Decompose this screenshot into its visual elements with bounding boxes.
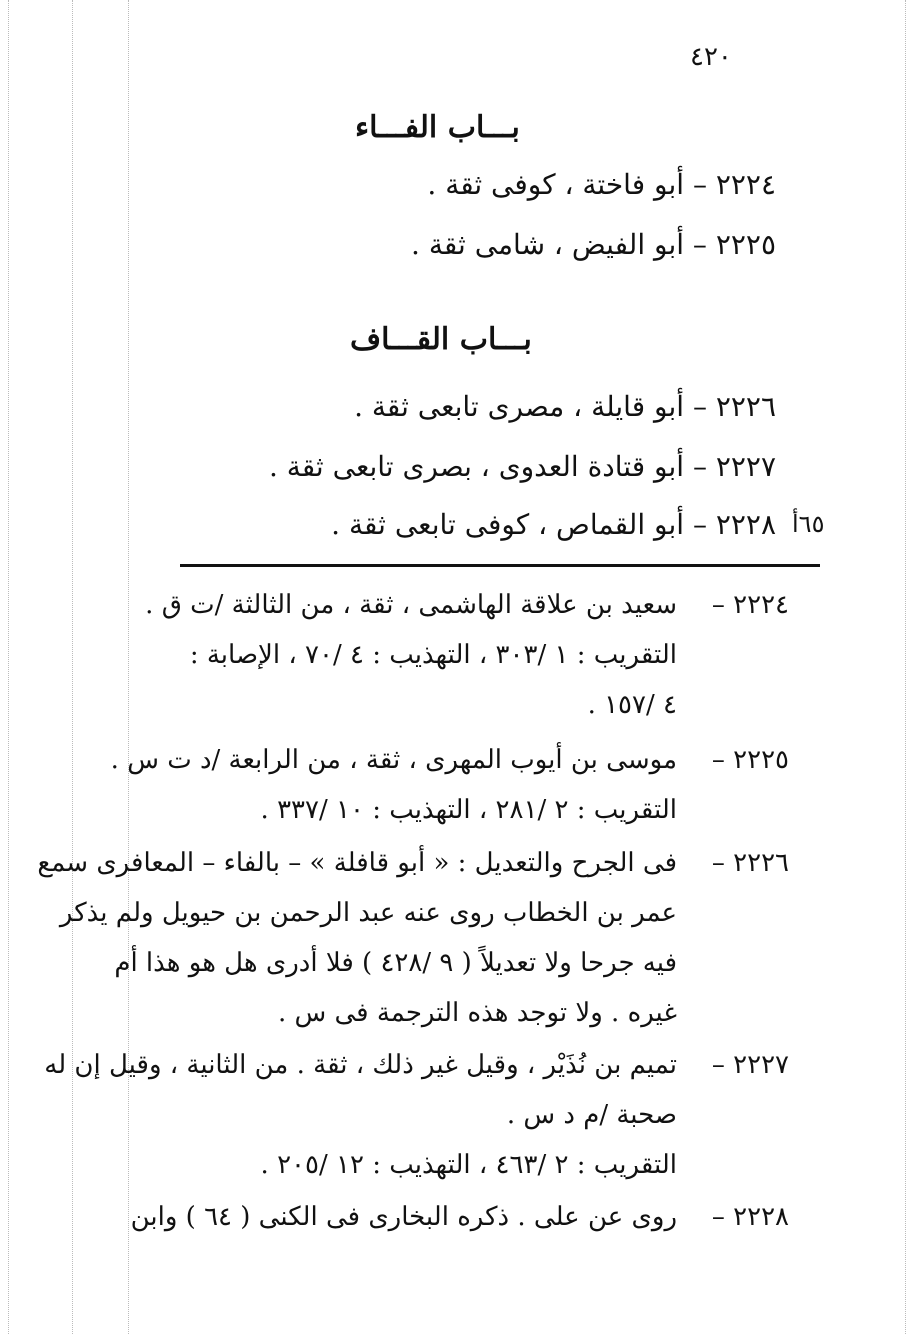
footnote-number: ٢٢٢٤ –: [711, 590, 789, 620]
footnote-line: تميم بن نُذَيْر ، وقيل غير ذلك ، ثقة . من الثانية ، وقيل إن له: [44, 1050, 677, 1080]
footnote-2228: [89, 1192, 789, 1242]
footnote-number: ٢٢٢٥ –: [711, 745, 789, 775]
page-number: ٤٢٠: [690, 42, 732, 72]
footnote-2225: [99, 735, 789, 835]
footnote-line: روى عن على . ذكره البخارى فى الكنى ( ٦٤ ) وابن: [130, 1202, 677, 1232]
footnote-number: ٢٢٢٨ –: [711, 1202, 789, 1232]
entry-2227: ٢٢٢٧ – أبو قتادة العدوى ، بصرى تابعى ثقة .: [268, 450, 776, 483]
entry-2224: ٢٢٢٤ – أبو فاختة ، كوفى ثقة .: [427, 168, 776, 201]
section-heading-fa: بـــاب الفـــاء: [355, 110, 520, 145]
footnote-2226: [37, 838, 789, 1038]
footnote-separator: [180, 564, 820, 567]
footnote-line: فيه جرحا ولا تعديلاً ( ٩ /٤٢٨ ) فلا أدرى هل هو هذا أم: [114, 948, 677, 978]
footnote-line: موسى بن أيوب المهرى ، ثقة ، من الرابعة /د ت س .: [110, 745, 677, 775]
footnote-2227: [44, 1040, 789, 1190]
footnote-line: صحبة /م د س .: [506, 1100, 677, 1130]
entry-2225: ٢٢٢٥ – أبو الفيض ، شامى ثقة .: [411, 228, 776, 261]
footnote-line: التقريب : ٢ /٤٦٣ ، التهذيب : ١٢ /٢٠٥ .: [260, 1150, 677, 1180]
entry-2228: ٢٢٢٨ – أبو القماص ، كوفى تابعى ثقة .: [331, 508, 776, 541]
footnote-line: فى الجرح والتعديل : « أبو قافلة » – بالفاء – المعافرى سمع: [37, 848, 677, 878]
footnote-2224: [99, 580, 789, 730]
footnote-line: سعيد بن علاقة الهاشمى ، ثقة ، من الثالثة /ت ق .: [145, 590, 677, 620]
footnote-line: غيره . ولا توجد هذه الترجمة فى س .: [277, 998, 677, 1028]
footnote-line: عمر بن الخطاب روى عنه عبد الرحمن بن حيويل ولم يذكر: [59, 898, 677, 928]
manuscript-folio-note: ٦٥أ: [792, 510, 825, 538]
footnote-number: ٢٢٢٦ –: [711, 848, 789, 878]
section-heading-qaf: بـــاب القـــاف: [350, 322, 532, 357]
footnote-number: ٢٢٢٧ –: [711, 1050, 789, 1080]
footnote-line: التقريب : ١ /٣٠٣ ، التهذيب : ٤ /٧٠ ، الإصابة :: [189, 640, 677, 670]
footnote-line: ٤ /١٥٧ .: [587, 690, 677, 720]
entry-2226: ٢٢٢٦ – أبو قايلة ، مصرى تابعى ثقة .: [354, 390, 776, 423]
footnote-line: التقريب : ٢ /٢٨١ ، التهذيب : ١٠ /٣٣٧ .: [260, 795, 677, 825]
